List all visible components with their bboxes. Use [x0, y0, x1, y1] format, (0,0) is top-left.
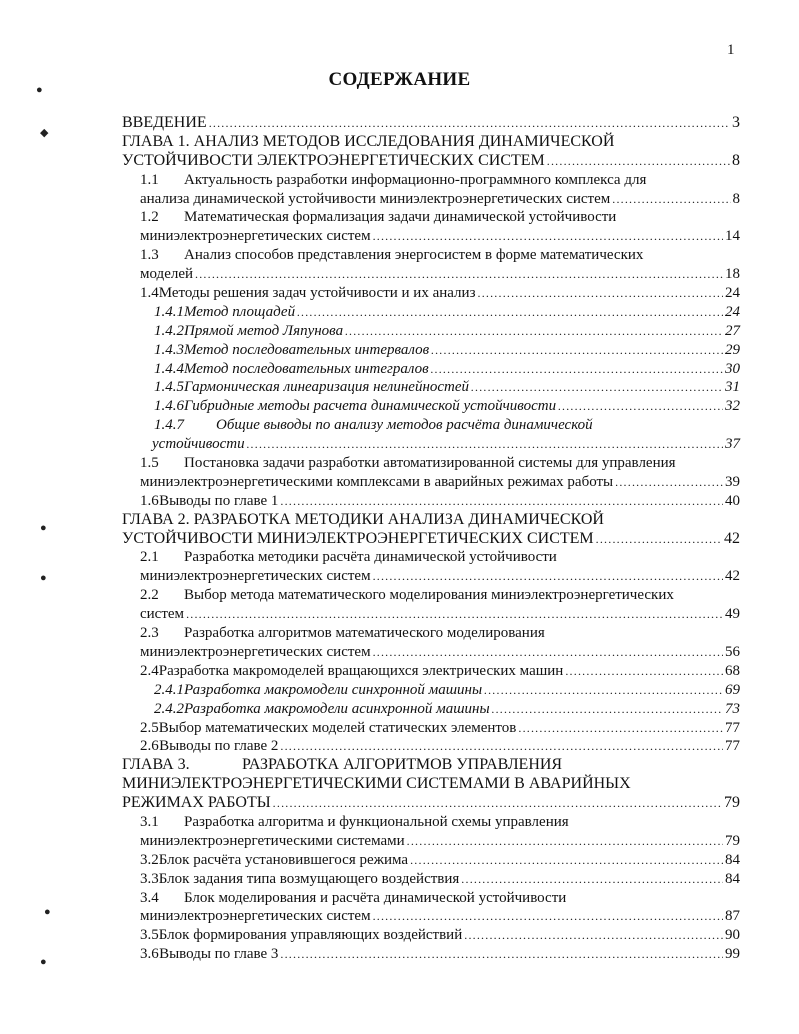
toc-entry-number: 2.3: [140, 625, 159, 642]
toc-page-number: 27: [725, 322, 740, 339]
toc-page-number: 87: [725, 908, 740, 925]
toc-line: [122, 473, 740, 492]
toc-line: [122, 737, 740, 756]
toc-leader-dots: [280, 945, 723, 964]
toc-page-number: 40: [725, 492, 740, 509]
toc-leader-dots: [558, 397, 723, 416]
toc-entry-title: миниэлектроэнергетических систем: [140, 228, 371, 245]
toc-line: [122, 284, 740, 303]
toc-entry-title: миниэлектроэнергетических систем: [140, 908, 371, 925]
toc-entry-title: Выводы по главе 1: [159, 492, 279, 509]
toc-line: [122, 907, 740, 926]
toc-line: [122, 492, 740, 511]
toc-line: [122, 530, 740, 549]
toc-entry-number: 2.4.1: [154, 681, 184, 698]
toc-entry-title: РЕЖИМАХ РАБОТЫ: [122, 794, 271, 812]
toc-line: [122, 813, 740, 832]
toc-page-number: 84: [725, 851, 740, 868]
toc-line: [122, 378, 740, 397]
toc-line: [122, 171, 740, 190]
table-of-contents: [122, 114, 740, 964]
toc-leader-dots: [373, 907, 723, 926]
toc-leader-dots: [209, 114, 730, 133]
toc-page-number: 32: [725, 398, 740, 415]
toc-line: [122, 435, 740, 454]
toc-entry-number: 1.3: [140, 247, 159, 264]
toc-page-number: 8: [732, 190, 740, 207]
toc-line: [122, 303, 740, 322]
toc-entry-number: 2.1: [140, 549, 159, 566]
toc-page-number: 99: [725, 946, 740, 963]
toc-line: [122, 360, 740, 379]
toc-line: [122, 681, 740, 700]
toc-entry-title: миниэлектроэнергетическими комплексами в аварийных режимах работы: [140, 473, 614, 490]
toc-entry-number: 3.2: [140, 851, 159, 868]
toc-entry-title: Методы решения задач устойчивости и их анализ: [158, 285, 476, 302]
toc-leader-dots: [565, 662, 723, 681]
toc-entry-title: Выбор математических моделей статических элементов: [158, 719, 517, 736]
toc-leader-dots: [492, 700, 723, 719]
toc-line: [122, 265, 740, 284]
toc-entry-number: 1.4.2: [154, 322, 184, 339]
toc-entry-title: Гармоническая линеаризация нелинейностей: [184, 379, 470, 396]
toc-page-number: 90: [725, 927, 740, 944]
toc-entry-title: устойчивости: [152, 436, 245, 453]
toc-leader-dots: [373, 567, 723, 586]
toc-page-number: 24: [725, 285, 740, 302]
toc-page-number: 42: [724, 529, 740, 547]
toc-entry-title: Разработка макромодели синхронной машины: [184, 681, 483, 698]
toc-entry-title: Прямой метод Ляпунова: [184, 322, 344, 339]
toc-entry-number: 3.3: [140, 870, 159, 887]
toc-page-number: 29: [725, 341, 740, 358]
toc-page-number: 73: [725, 700, 740, 717]
toc-leader-dots: [471, 378, 723, 397]
toc-leader-dots: [280, 737, 723, 756]
toc-leader-dots: [345, 322, 723, 341]
toc-entry-title: УСТОЙЧИВОСТИ ЭЛЕКТРОЭНЕРГЕТИЧЕСКИХ СИСТЕМ: [122, 151, 545, 169]
toc-entry-title: Актуальность разработки информационно-программного комплекса для: [184, 171, 647, 188]
toc-entry-title: Блок моделирования и расчёта динамической устойчивости: [184, 889, 567, 906]
toc-line: [122, 586, 740, 605]
toc-entry-number: 1.4: [140, 285, 159, 302]
toc-entry-number: 1.4.6: [154, 398, 184, 415]
toc-page-number: 31: [725, 379, 740, 396]
toc-line: [122, 548, 740, 567]
scan-speck: ●: [44, 906, 51, 918]
toc-line: [122, 208, 740, 227]
toc-leader-dots: [484, 681, 723, 700]
toc-page-number: 3: [732, 114, 740, 131]
toc-page-number: 56: [725, 643, 740, 660]
toc-leader-dots: [461, 870, 723, 889]
toc-page-number: 69: [725, 681, 740, 698]
toc-page-number: 68: [725, 662, 740, 679]
toc-line: [122, 775, 740, 794]
toc-entry-number: 2.4: [140, 662, 159, 679]
toc-line: [122, 624, 740, 643]
toc-line: [122, 322, 740, 341]
toc-leader-dots: [373, 227, 723, 246]
toc-leader-dots: [186, 605, 723, 624]
toc-line: [122, 945, 740, 964]
toc-entry-title: Математическая формализация задачи динамической устойчивости: [184, 209, 617, 226]
toc-entry-number: 1.6: [140, 492, 159, 509]
scan-speck: ◆: [40, 127, 49, 139]
toc-entry-title: Гибридные методы расчета динамической устойчивости: [184, 398, 557, 415]
page-number: 1: [727, 42, 735, 58]
toc-line: [122, 114, 740, 133]
toc-entry-title: моделей: [140, 266, 194, 283]
toc-page-number: 14: [725, 228, 740, 245]
toc-leader-dots: [612, 190, 730, 209]
toc-entry-number: 1.5: [140, 455, 159, 472]
toc-entry-number: 1.2: [140, 209, 159, 226]
toc-leader-dots: [464, 926, 723, 945]
scan-speck: ●: [40, 956, 47, 968]
toc-entry-title: Общие выводы по анализу методов расчёта динамической: [216, 417, 593, 434]
toc-line: [122, 719, 740, 738]
toc-line: [122, 700, 740, 719]
toc-page-number: 49: [725, 606, 740, 623]
page-title: СОДЕРЖАНИЕ: [328, 69, 471, 90]
toc-leader-dots: [273, 794, 722, 813]
scan-speck: ●: [40, 522, 47, 534]
toc-line: [122, 152, 740, 171]
toc-entry-title: миниэлектроэнергетических систем: [140, 568, 371, 585]
toc-entry-number: 3.4: [140, 889, 159, 906]
toc-leader-dots: [297, 303, 723, 322]
toc-entry-title: Блок расчёта установившегося режима: [158, 851, 409, 868]
toc-entry-title: Разработка алгоритма и функциональной схемы управления: [184, 813, 569, 830]
toc-entry-title: миниэлектроэнергетических систем: [140, 643, 371, 660]
toc-line: [122, 341, 740, 360]
toc-line: [122, 416, 740, 435]
toc-entry-title: Метод последовательных интегралов: [184, 360, 429, 377]
toc-page-number: 77: [725, 738, 740, 755]
toc-line: [122, 605, 740, 624]
toc-entry-title: ГЛАВА 2. РАЗРАБОТКА МЕТОДИКИ АНАЛИЗА ДИНАМИЧЕСКОЙ: [122, 510, 604, 528]
toc-entry-title: Метод последовательных интервалов: [184, 341, 430, 358]
toc-entry-title: Выводы по главе 3: [159, 946, 279, 963]
toc-entry-title: ГЛАВА 1. АНАЛИЗ МЕТОДОВ ИССЛЕДОВАНИЯ ДИНАМИЧЕСКОЙ: [122, 132, 615, 150]
toc-entry-number: 3.1: [140, 813, 159, 830]
toc-entry-title: Выводы по главе 2: [159, 738, 279, 755]
toc-line: [122, 454, 740, 473]
toc-line: [122, 756, 740, 775]
toc-line: [122, 511, 740, 530]
toc-entry-number: 3.5: [140, 927, 159, 944]
toc-entry-title: Разработка алгоритмов математического моделирования: [184, 625, 545, 642]
toc-line: [122, 567, 740, 586]
toc-leader-dots: [410, 851, 723, 870]
toc-leader-dots: [373, 643, 723, 662]
toc-line: [122, 926, 740, 945]
toc-line: [122, 397, 740, 416]
toc-leader-dots: [247, 435, 723, 454]
toc-line: [122, 851, 740, 870]
toc-line: [122, 227, 740, 246]
scan-speck: ●: [40, 572, 47, 584]
toc-entry-number: ГЛАВА 3.: [122, 756, 190, 774]
toc-entry-number: 1.1: [140, 171, 159, 188]
toc-entry-number: 2.5: [140, 719, 159, 736]
toc-line: [122, 643, 740, 662]
toc-leader-dots: [431, 360, 723, 379]
toc-entry-number: 2.6: [140, 738, 159, 755]
toc-entry-number: 1.4.4: [154, 360, 184, 377]
toc-entry-title: анализа динамической устойчивости миниэлектроэнергетических систем: [140, 190, 611, 207]
toc-page-number: 18: [725, 266, 740, 283]
toc-entry-number: 3.6: [140, 946, 159, 963]
toc-page-number: 37: [725, 436, 740, 453]
toc-page-number: 8: [732, 151, 740, 169]
toc-page-number: 79: [724, 794, 740, 812]
toc-entry-title: Выбор метода математического моделирования миниэлектроэнергетических: [184, 587, 674, 604]
toc-entry-title: Постановка задачи разработки автоматизированной системы для управления: [184, 455, 676, 472]
toc-line: [122, 870, 740, 889]
toc-leader-dots: [280, 492, 723, 511]
toc-entry-title: Разработка макромоделей вращающихся электрических машин: [158, 662, 564, 679]
toc-entry-number: 1.4.7: [154, 417, 184, 434]
toc-leader-dots: [615, 473, 723, 492]
toc-page-number: 77: [725, 719, 740, 736]
toc-entry-title: Метод площадей: [184, 303, 296, 320]
toc-entry-title: Разработка макромодели асинхронной машины: [184, 700, 490, 717]
toc-line: [122, 662, 740, 681]
toc-leader-dots: [195, 265, 723, 284]
toc-line: [122, 794, 740, 813]
toc-entry-title: РАЗРАБОТКА АЛГОРИТМОВ УПРАВЛЕНИЯ: [242, 756, 563, 774]
toc-entry-number: 1.4.5: [154, 379, 184, 396]
toc-entry-title: Анализ способов представления энергосистем в форме математических: [184, 247, 644, 264]
toc-entry-number: 1.4.1: [154, 303, 184, 320]
toc-page-number: 84: [725, 870, 740, 887]
toc-page-number: 42: [725, 568, 740, 585]
toc-entry-title: систем: [140, 606, 185, 623]
toc-entry-title: Блок задания типа возмущающего воздействия: [158, 870, 460, 887]
toc-page-number: 79: [725, 832, 740, 849]
toc-entry-number: 2.2: [140, 587, 159, 604]
toc-page-number: 39: [725, 473, 740, 490]
toc-line: [122, 190, 740, 209]
toc-entry-title: Разработка методики расчёта динамической устойчивости: [184, 549, 557, 566]
toc-line: [122, 832, 740, 851]
toc-leader-dots: [547, 152, 730, 171]
toc-line: [122, 246, 740, 265]
toc-leader-dots: [518, 719, 723, 738]
toc-page-number: 24: [725, 303, 740, 320]
toc-line: [122, 133, 740, 152]
toc-entry-title: Блок формирования управляющих воздействий: [158, 927, 463, 944]
toc-entry-title: МИНИЭЛЕКТРОЭНЕРГЕТИЧЕСКИМИ СИСТЕМАМИ В АВАРИЙНЫХ: [122, 775, 631, 793]
toc-leader-dots: [431, 341, 723, 360]
scan-speck: ●: [36, 84, 43, 96]
toc-leader-dots: [478, 284, 724, 303]
toc-page-number: 30: [725, 360, 740, 377]
toc-entry-title: ВВЕДЕНИЕ: [122, 114, 207, 131]
toc-line: [122, 889, 740, 908]
toc-entry-number: 2.4.2: [154, 700, 184, 717]
toc-leader-dots: [407, 832, 723, 851]
toc-entry-title: миниэлектроэнергетическими системами: [140, 832, 405, 849]
toc-entry-title: УСТОЙЧИВОСТИ МИНИЭЛЕКТРОЭНЕРГЕТИЧЕСКИХ СИСТЕМ: [122, 529, 594, 547]
toc-leader-dots: [596, 530, 722, 549]
toc-entry-number: 1.4.3: [154, 341, 184, 358]
